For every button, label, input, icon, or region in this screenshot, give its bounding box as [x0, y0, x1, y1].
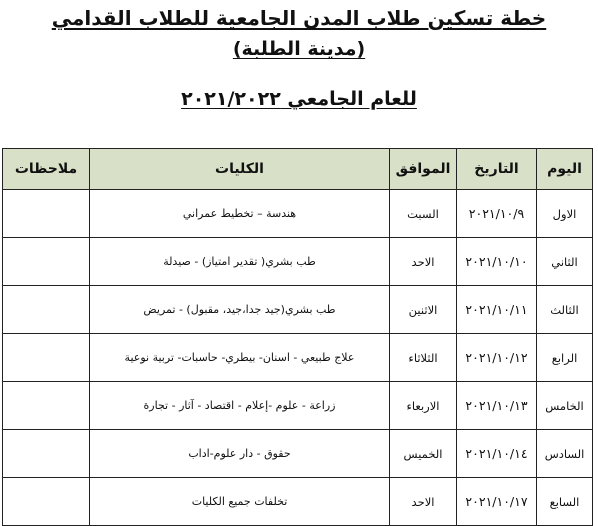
table-row — [3, 382, 593, 430]
academic-year-line: للعام الجامعي ٢٠٢١/٢٠٢٢ — [181, 88, 417, 110]
cell-weekday: الثلاثاء — [390, 334, 457, 382]
header-weekday: الموافق — [390, 149, 457, 190]
cell-notes — [3, 478, 90, 526]
table-row — [3, 238, 593, 286]
cell-date: ٢٠٢١/١٠/٩ — [457, 190, 537, 238]
cell-colleges: زراعة - علوم -إعلام - اقتصاد - آثار - تجارة — [90, 382, 390, 430]
table-row — [3, 190, 593, 238]
cell-weekday: الاثنين — [390, 286, 457, 334]
cell-weekday: الخميس — [390, 430, 457, 478]
cell-day: السادس — [537, 430, 593, 478]
cell-notes — [3, 190, 90, 238]
cell-day: الثاني — [537, 238, 593, 286]
cell-day: الخامس — [537, 382, 593, 430]
cell-date: ٢٠٢١/١٠/١٤ — [457, 430, 537, 478]
cell-weekday: الاحد — [390, 478, 457, 526]
cell-weekday: السبت — [390, 190, 457, 238]
table-row — [3, 430, 593, 478]
cell-date: ٢٠٢١/١٠/١٣ — [457, 382, 537, 430]
cell-date: ٢٠٢١/١٠/١١ — [457, 286, 537, 334]
cell-weekday: الاحد — [390, 238, 457, 286]
cell-colleges: طب بشري(جيد جدا،جيد، مقبول) - تمريض — [90, 286, 390, 334]
cell-colleges: طب بشري( تقدير امتياز) - صيدلة — [90, 238, 390, 286]
header-day: اليوم — [537, 149, 593, 190]
cell-colleges: هندسة – تخطيط عمراني — [90, 190, 390, 238]
header-colleges: الكليات — [90, 149, 390, 190]
cell-notes — [3, 238, 90, 286]
cell-weekday: الاربعاء — [390, 382, 457, 430]
table-row — [3, 478, 593, 526]
header-date: التاريخ — [457, 149, 537, 190]
document-subtitle: (مدينة الطلبة) — [232, 38, 366, 60]
cell-colleges: علاج طبيعي - اسنان- بيطري- حاسبات- تربية نوعية — [90, 334, 390, 382]
cell-notes — [3, 430, 90, 478]
cell-date: ٢٠٢١/١٠/١٧ — [457, 478, 537, 526]
document-title: خطة تسكين طلاب المدن الجامعية للطلاب القدامي — [51, 6, 547, 30]
cell-colleges: حقوق - دار علوم-اداب — [90, 430, 390, 478]
table-row — [3, 334, 593, 382]
cell-day: الرابع — [537, 334, 593, 382]
header-notes: ملاحظات — [3, 149, 90, 190]
table-row — [3, 286, 593, 334]
cell-notes — [3, 286, 90, 334]
cell-notes — [3, 382, 90, 430]
table-header-row — [3, 149, 593, 190]
cell-day: الثالث — [537, 286, 593, 334]
cell-date: ٢٠٢١/١٠/١٠ — [457, 238, 537, 286]
cell-notes — [3, 334, 90, 382]
cell-colleges: تخلفات جميع الكليات — [90, 478, 390, 526]
schedule-table — [2, 148, 593, 526]
cell-day: السابع — [537, 478, 593, 526]
cell-day: الاول — [537, 190, 593, 238]
cell-date: ٢٠٢١/١٠/١٢ — [457, 334, 537, 382]
